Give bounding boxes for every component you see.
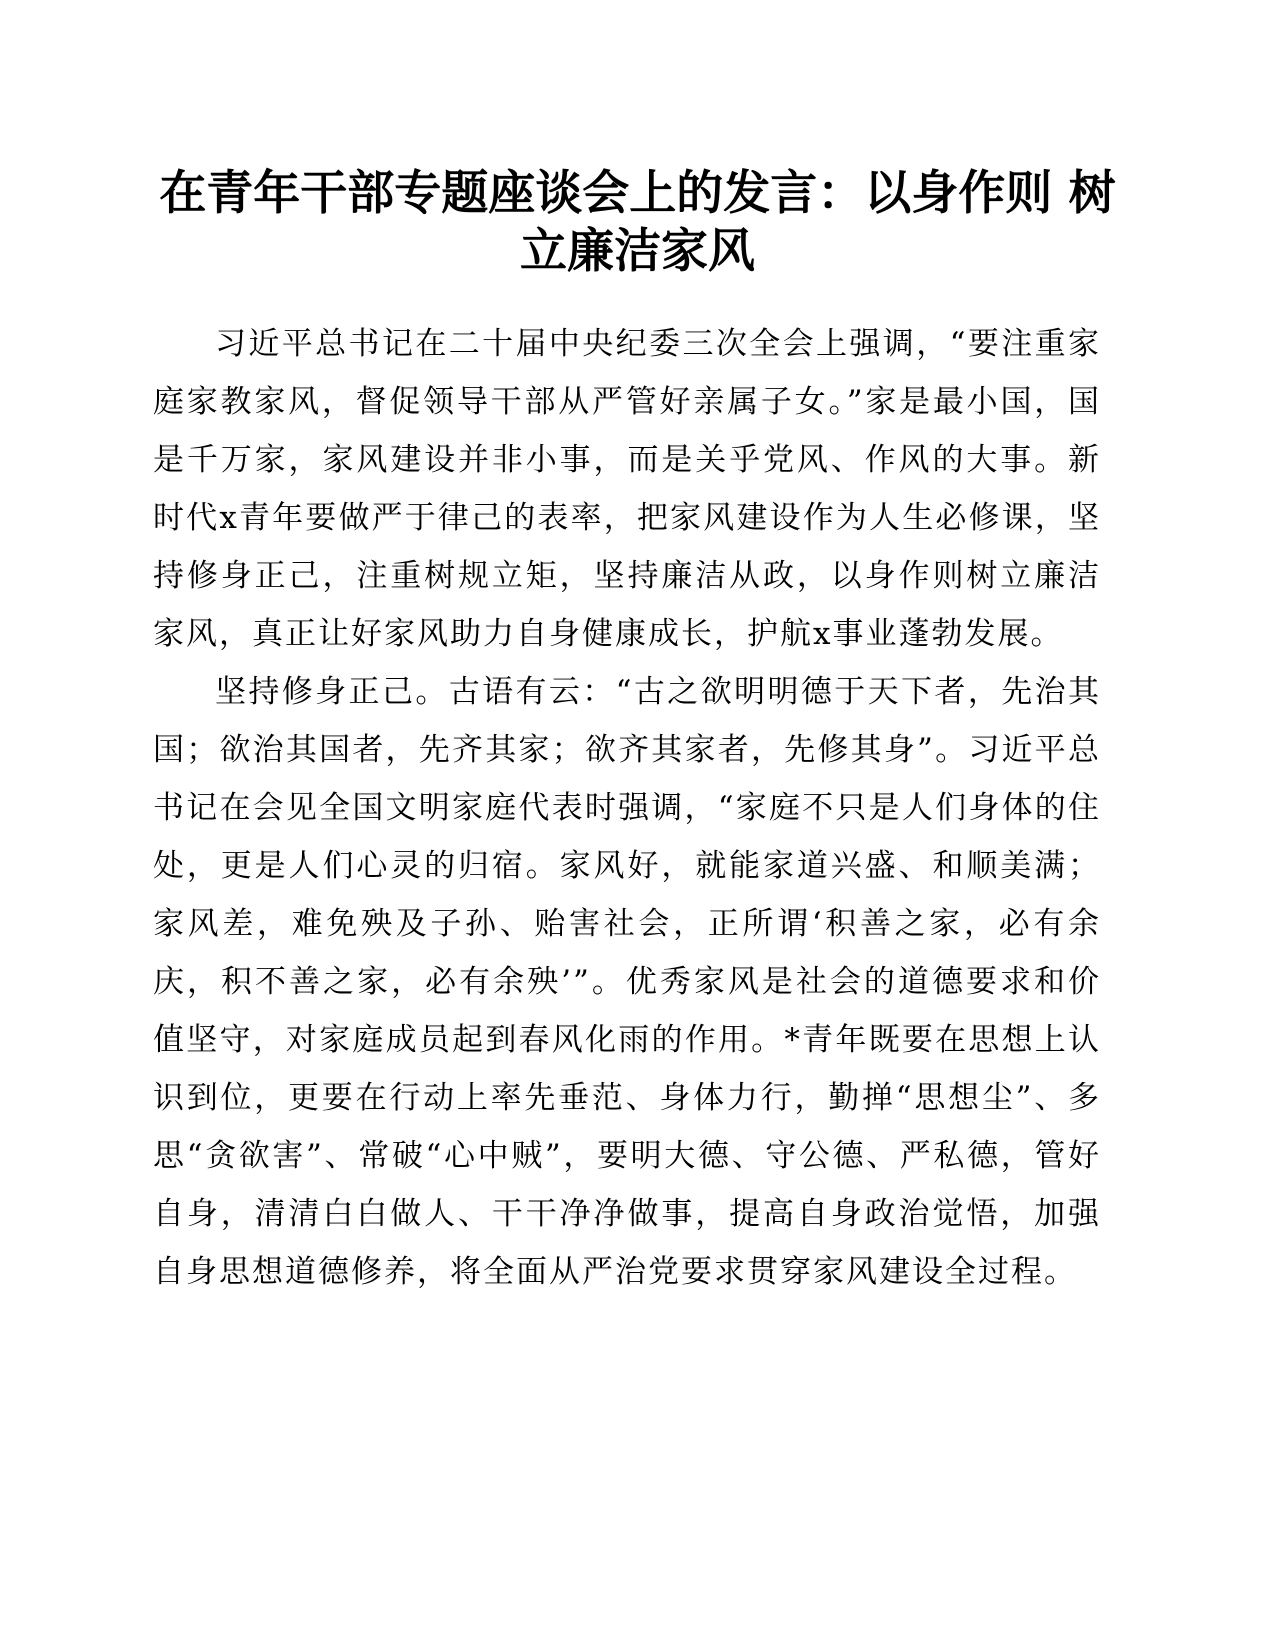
document-body [153, 315, 1101, 1301]
document-title: 在青年干部专题座谈会上的发言：以身作则 树立廉洁家风 [159, 166, 1116, 279]
paragraph-self-cultivation: 坚持修身正己。古语有云：“古之欲明明德于天下者，先治其国；欲治其国者，先齐其家；欲齐其家者，先修其身”。习近平总书记在会见全国文明家庭代表时强调，“家庭不只是人们身体的住处，更是人们心灵的归宿。家风好，就能家道兴盛、和顺美满；家风差，难免殃及子孙、贻害社会，正所谓‘积善之家，必有余庆，积不善之家，必有余殃’”。优秀家风是社会的道德要求和价值坚守，对家庭成员起到春风化雨的作用。*青年既要在思想上认识到位，更要在行动上率先垂范、身体力行，勤掸“思想尘”、多思“贪欲害”、常破“心中贼”，要明大德、守公德、严私德，管好自身，清清白白做人、干干净净做事，提高自身政治觉悟，加强自身思想道德修养，将全面从严治党要求贯穿家风建设全过程。 [153, 674, 1101, 1290]
paragraph-intro: 习近平总书记在二十届中央纪委三次全会上强调，“要注重家庭家教家风，督促领导干部从严管好亲属子女。”家是最小国，国是千万家，家风建设并非小事，而是关乎党风、作风的大事。新时代x青年要做严于律己的表率，把家风建设作为人生必修课，坚持修身正己，注重树规立矩，坚持廉洁从政，以身作则树立廉洁家风，真正让好家风助力自身健康成长，护航x事业蓬勃发展。 [153, 326, 1101, 652]
